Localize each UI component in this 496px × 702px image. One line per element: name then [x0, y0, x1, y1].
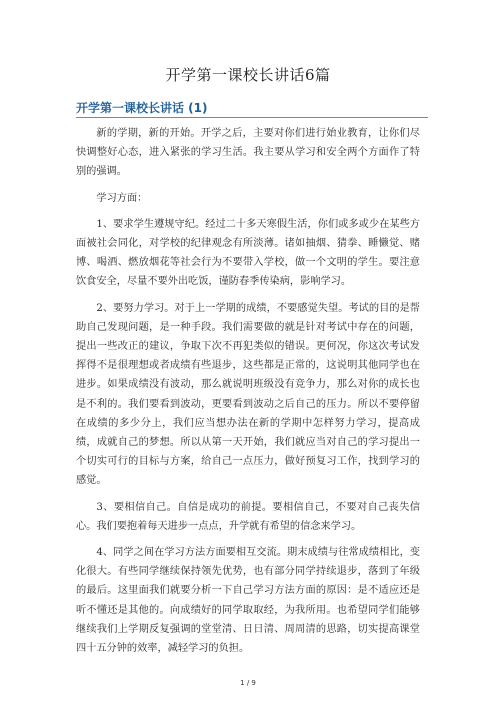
section-heading: 开学第一课校长讲话 (1) — [76, 101, 208, 115]
document-body — [76, 124, 420, 665]
paragraph: 新的学期，新的开始。开学之后，主要对你们进行始业教育，让你们尽快调整好心态，进入紧张的学习生活。我主要从学习和安全两个方面作了特别的强调。 — [76, 128, 420, 178]
paragraph: 学习方面： — [96, 192, 148, 204]
paragraph: 3、要相信自己。自信是成功的前提。要相信自己，不要对自己丧失信心。我们要抱着每天进步一点点，升学就有希望的信念来学习。 — [76, 501, 420, 532]
section-divider — [76, 117, 428, 118]
paragraph: 4、同学之间在学习方法方面要相互交流。期末成绩与往常成绩相比，变化很大。有些同学继续保持领先优势，也有部分同学持续退步，落到了年级的最后。这里面我们就要分析一下自己学习方法方面的原因：是不适应还是听不懂还是其他的。向成绩好的同学取取经，为我所用。也希望同学们能够继续我们上学期反复强调的堂堂清、日日清、周周清的思路，切实提高课堂四十五分钟的效率，减轻学习的负担。 — [76, 547, 420, 655]
document-title: 开学第一课校长讲话6篇 — [165, 66, 331, 84]
page-indicator: 1 / 9 — [240, 679, 256, 687]
paragraph: 1、要求学生遵规守纪。经过二十多天寒假生活，你们或多或少在某些方面被社会同化，对学校的纪律观念有所淡薄。诸如抽烟、猜拳、睡懒觉、赌博、喝酒、燃放烟花等社会行为不要带入学校，做一个文明的学生。要注意饮食安全，尽量不要外出吃饭，谨防春季传染病，影响学习。 — [76, 218, 420, 288]
paragraph: 2、要努力学习。对于上一学期的成绩，不要感觉失望。考试的目的是帮助自己发现问题，是一种手段。我们需要做的就是针对考试中存在的问题，提出一些改正的建议，争取下次不再犯类似的错误。更何况，你这次考试发挥得不是很理想或者成绩有些退步，这些都是正常的，这说明其他同学也在进步。如果成绩没有波动，那么就说明班级没有竞争力，那么对你的成长也是不利的。我们要看到波动，更要看到波动之后自己的压力。所以不要停留在成绩的多少分上，我们应当想办法在新的学期中怎样努力学习，提高成绩，成就自己的梦想。所以从第一天开始，我们就应当对自己的学习提出一个切实可行的目标与方案，给自己一点压力，做好预复习工作，找到学习的感觉。 — [76, 302, 420, 487]
